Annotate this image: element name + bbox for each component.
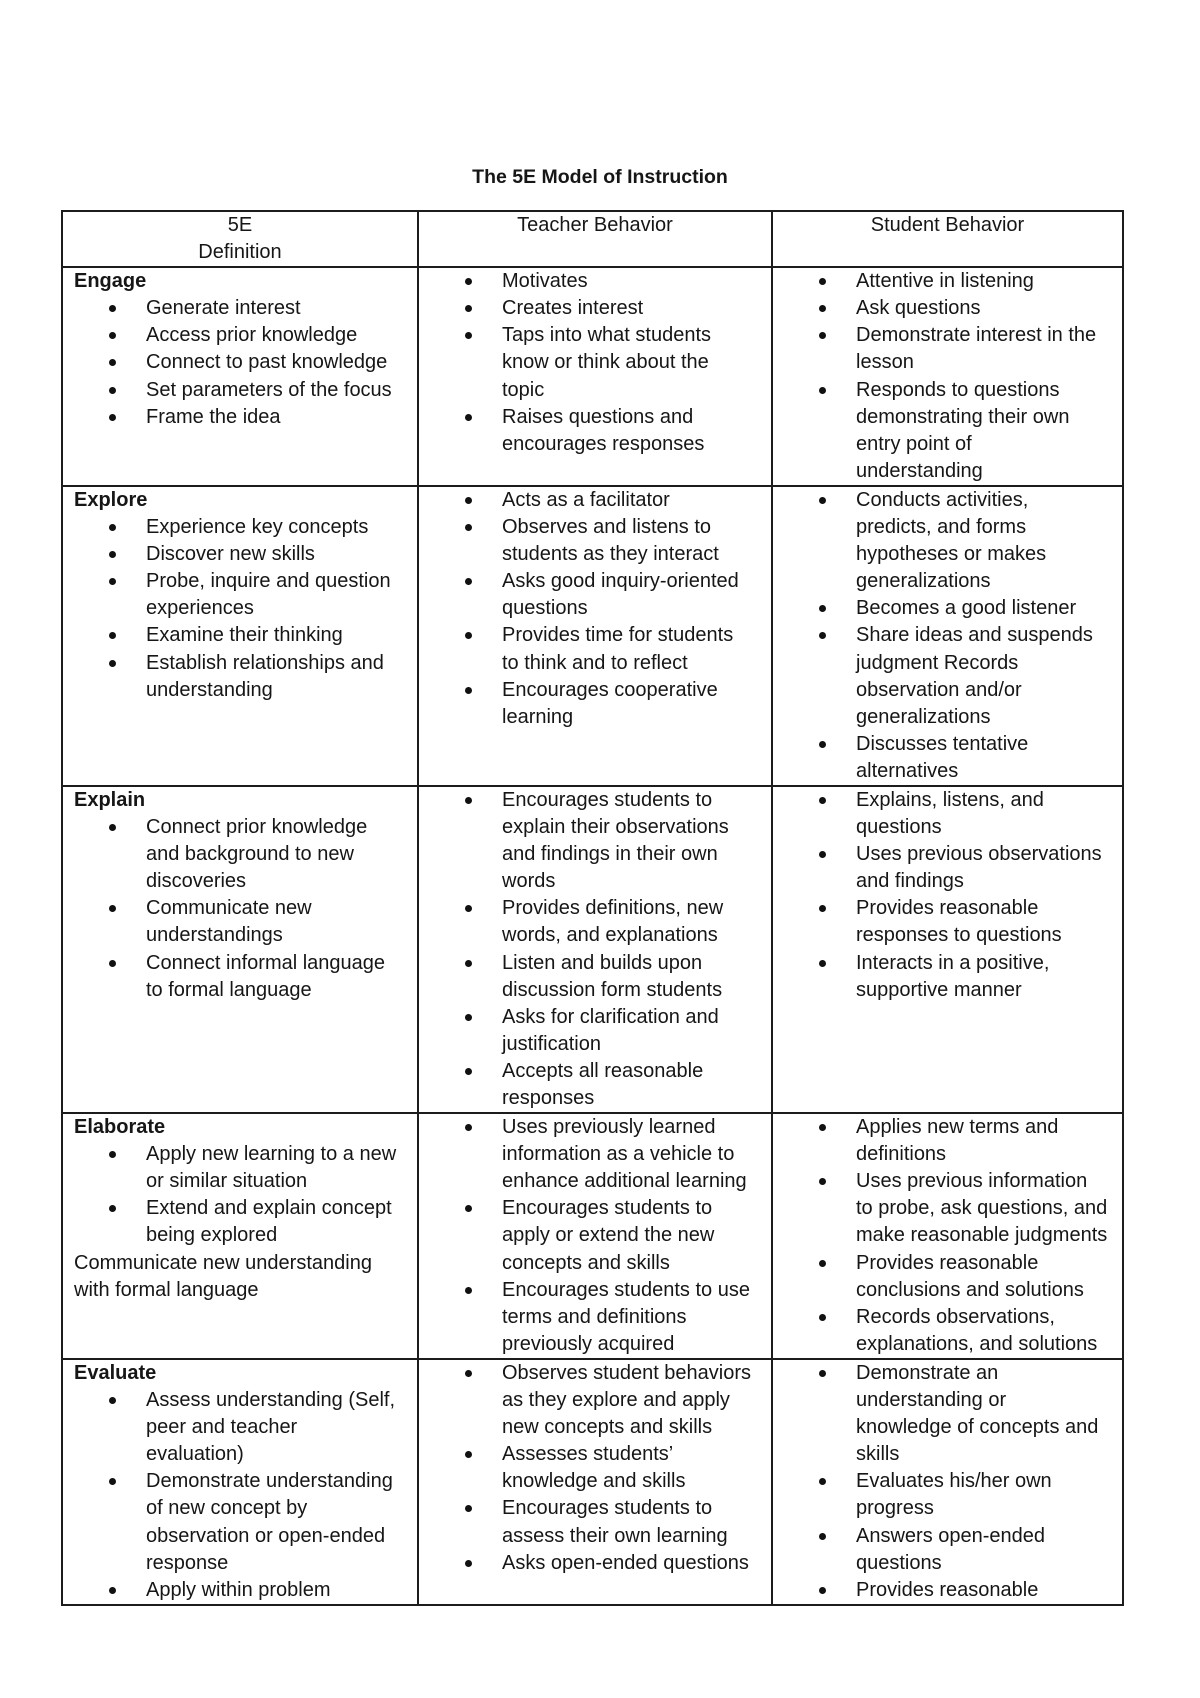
header-5e-definition (62, 211, 418, 267)
bullet-icon (819, 1260, 826, 1267)
page-title: The 5E Model of Instruction (472, 166, 728, 188)
bullet-item (773, 1114, 1122, 1168)
bullet-text-line: Asks for clarification and (502, 1005, 719, 1028)
bullet-text-line: Probe, inquire and question (146, 570, 391, 593)
bullet-icon (819, 305, 826, 312)
bullet-icon (465, 578, 472, 585)
bullet-item (773, 487, 1122, 595)
bullet-item (63, 1468, 417, 1576)
bullet-item (419, 487, 771, 514)
bullet-text-line: observation and/or (856, 678, 1022, 701)
bullet-text-line: response (146, 1551, 229, 1574)
bullet-item (419, 622, 771, 676)
teacher-behavior-cell (418, 267, 772, 486)
bullet-text-line: Communicate new (146, 897, 312, 920)
bullet-icon (109, 905, 116, 912)
bullet-text-line: Demonstrate understanding (146, 1470, 393, 1493)
bullet-text-line: Taps into what students (502, 324, 712, 347)
bullet-item (419, 677, 771, 731)
bullet-text-line: and findings in their own (502, 843, 718, 866)
bullet-icon (465, 305, 472, 312)
bullet-text-line: Answers open-ended (856, 1524, 1046, 1547)
bullet-icon (819, 905, 826, 912)
bullet-icon (819, 741, 826, 748)
bullet-text-line: Listen and builds upon (502, 951, 703, 974)
bullet-item (773, 1304, 1122, 1358)
bullet-icon (465, 1014, 472, 1021)
student-behavior-cell (772, 267, 1123, 486)
bullet-text-line: Connect prior knowledge (146, 816, 368, 839)
bullet-icon (109, 578, 116, 585)
bullet-item (63, 514, 417, 541)
bullet-text-line: knowledge of concepts and (856, 1416, 1099, 1439)
bullet-item (773, 268, 1122, 295)
header-label: Student Behavior (870, 214, 1025, 236)
bullet-text-line: Provides definitions, new (502, 897, 724, 920)
bullet-text-line: judgment Records (856, 651, 1019, 674)
bullet-item (63, 950, 417, 1004)
teacher-behavior-cell (418, 1113, 772, 1359)
bullet-item (419, 1441, 771, 1495)
bullet-text-line: Provides time for students (502, 624, 734, 647)
bullet-item (773, 322, 1122, 376)
bullet-text-line: Provides reasonable (856, 1578, 1039, 1601)
bullet-item (773, 787, 1122, 841)
bullet-text-line: Becomes a good listener (856, 597, 1077, 620)
bullet-text-line: Conducts activities, (856, 488, 1029, 511)
bullet-text-line: as they explore and apply (502, 1389, 730, 1412)
bullet-icon (109, 305, 116, 312)
bullet-item (419, 1114, 771, 1195)
bullet-text-line: alternatives (856, 759, 959, 782)
bullet-text-line: Apply new learning to a new (146, 1143, 397, 1166)
header-teacher-behavior (418, 211, 772, 267)
header-label: 5E (227, 214, 253, 236)
bullet-item (419, 568, 771, 622)
bullet-text-line: Demonstrate an (856, 1361, 999, 1384)
bullet-item (63, 295, 417, 322)
bullet-item (63, 814, 417, 895)
bullet-text-line: to formal language (146, 978, 312, 1001)
phase-row-engage (62, 267, 1123, 486)
bullet-item (419, 895, 771, 949)
bullet-text-line: questions (502, 597, 588, 620)
table-header-row (62, 211, 1123, 267)
bullet-icon (109, 414, 116, 421)
phase-row-elaborate (62, 1113, 1123, 1359)
bullet-item (419, 1277, 771, 1358)
bullet-icon (109, 632, 116, 639)
phase-heading: Explain (74, 788, 146, 811)
bullet-text-line: concepts and skills (502, 1251, 670, 1274)
bullet-text-line: understanding (856, 459, 983, 482)
student-behavior-cell (772, 486, 1123, 786)
bullet-icon (819, 960, 826, 967)
bullet-text-line: Asks good inquiry-oriented (502, 570, 739, 593)
bullet-text-line: encourages responses (502, 432, 705, 455)
bullet-text-line: information as a vehicle to (502, 1143, 735, 1166)
student-behavior-cell (772, 1359, 1123, 1605)
bullet-item (773, 622, 1122, 730)
phase-row-explore (62, 486, 1123, 786)
bullet-text-line: Uses previous observations (856, 843, 1102, 866)
bullet-icon (465, 1560, 472, 1567)
bullet-item (773, 1168, 1122, 1249)
bullet-text-line: hypotheses or makes (856, 543, 1047, 566)
bullet-text-line: entry point of (856, 432, 972, 455)
bullet-item (419, 295, 771, 322)
bullet-icon (819, 332, 826, 339)
bullet-icon (465, 1205, 472, 1212)
bullet-item (773, 295, 1122, 322)
bullet-icon (109, 824, 116, 831)
bullet-item (63, 349, 417, 376)
bullet-item (419, 1058, 771, 1112)
bullet-text-line: peer and teacher (146, 1416, 298, 1439)
bullet-text-line: and findings (856, 870, 964, 893)
definition-cell (62, 1113, 418, 1359)
bullet-item (63, 322, 417, 349)
bullet-text-line: Establish relationships and (146, 651, 384, 674)
student-behavior-cell (772, 1113, 1123, 1359)
bullet-item (419, 514, 771, 568)
bullet-item (773, 895, 1122, 949)
bullet-icon (109, 359, 116, 366)
bullet-text-line: Explains, listens, and (856, 788, 1044, 811)
bullet-item (63, 650, 417, 704)
bullet-icon (819, 851, 826, 858)
bullet-text-line: assess their own learning (502, 1524, 728, 1547)
bullet-text-line: Uses previously learned (502, 1116, 716, 1139)
bullet-text-line: Motivates (502, 270, 588, 293)
bullet-icon (819, 1370, 826, 1377)
header-student-behavior (772, 211, 1123, 267)
bullet-text-line: definitions (856, 1143, 947, 1166)
five-e-table (61, 210, 1124, 1606)
bullet-text-line: conclusions and solutions (856, 1278, 1084, 1301)
bullet-text-line: explanations, and solutions (856, 1332, 1098, 1355)
bullet-text-line: know or think about the (502, 351, 709, 374)
phase-heading: Engage (74, 270, 147, 293)
bullet-text-line: Encourages students to (502, 1497, 713, 1520)
bullet-icon (819, 797, 826, 804)
bullet-text-line: understandings (146, 924, 283, 947)
bullet-text-line: Discusses tentative (856, 732, 1029, 755)
bullet-text-line: enhance additional learning (502, 1170, 747, 1193)
bullet-item (773, 1523, 1122, 1577)
bullet-icon (465, 497, 472, 504)
bullet-icon (819, 497, 826, 504)
bullet-icon (465, 687, 472, 694)
phase-heading: Evaluate (74, 1361, 157, 1384)
bullet-text-line: Connect to past knowledge (146, 351, 388, 374)
bullet-icon (819, 1124, 826, 1131)
bullet-item (419, 1004, 771, 1058)
bullet-text-line: Creates interest (502, 297, 644, 320)
teacher-behavior-cell (418, 1359, 772, 1605)
bullet-text-line: Experience key concepts (146, 516, 369, 539)
bullet-item (63, 895, 417, 949)
bullet-text-line: words (502, 870, 556, 893)
bullet-text-line: learning (502, 705, 574, 728)
bullet-text-line: predicts, and forms (856, 516, 1027, 539)
bullet-text-line: Extend and explain concept (146, 1197, 392, 1220)
bullet-icon (109, 960, 116, 967)
bullet-item (63, 541, 417, 568)
bullet-text-line: Assess understanding (Self, (146, 1389, 396, 1412)
bullet-icon (465, 1451, 472, 1458)
bullet-item (63, 1577, 417, 1604)
bullet-icon (109, 1205, 116, 1212)
bullet-item (63, 377, 417, 404)
bullet-text-line: and background to new (146, 843, 354, 866)
bullet-icon (109, 1397, 116, 1404)
bullet-icon (465, 524, 472, 531)
bullet-item (419, 268, 771, 295)
bullet-item (773, 950, 1122, 1004)
teacher-behavior-cell (418, 786, 772, 1113)
bullet-text-line: progress (856, 1497, 934, 1520)
bullet-icon (109, 660, 116, 667)
bullet-item (773, 1250, 1122, 1304)
bullet-icon (819, 605, 826, 612)
bullet-icon (465, 1287, 472, 1294)
bullet-icon (819, 1314, 826, 1321)
bullet-text-line: Interacts in a positive, (856, 951, 1050, 974)
bullet-icon (819, 632, 826, 639)
bullet-icon (109, 1587, 116, 1594)
bullet-text-line: Assesses students’ (502, 1443, 674, 1466)
bullet-icon (819, 387, 826, 394)
definition-cell (62, 267, 418, 486)
bullet-icon (109, 332, 116, 339)
bullet-text-line: students as they interact (502, 543, 719, 566)
definition-note-line: with formal language (74, 1278, 259, 1301)
bullet-text-line: Observes student behaviors (502, 1361, 752, 1384)
bullet-text-line: understanding or (856, 1389, 1007, 1412)
bullet-text-line: Applies new terms and (856, 1116, 1059, 1139)
bullet-text-line: discussion form students (502, 978, 723, 1001)
bullet-icon (465, 960, 472, 967)
bullet-item (773, 1360, 1122, 1468)
bullet-icon (465, 1124, 472, 1131)
bullet-text-line: Set parameters of the focus (146, 378, 392, 401)
bullet-text-line: being explored (146, 1224, 278, 1247)
bullet-text-line: Encourages students to (502, 788, 713, 811)
bullet-text-line: demonstrating their own (856, 405, 1070, 428)
bullet-text-line: to think and to reflect (502, 651, 688, 674)
bullet-text-line: Ask questions (856, 297, 981, 320)
bullet-text-line: of new concept by (146, 1497, 308, 1520)
bullet-text-line: Demonstrate interest in the (856, 324, 1097, 347)
definition-cell (62, 1359, 418, 1605)
bullet-icon (465, 332, 472, 339)
bullet-text-line: to probe, ask questions, and (856, 1197, 1108, 1220)
bullet-icon (465, 797, 472, 804)
bullet-item (419, 1360, 771, 1441)
bullet-text-line: Raises questions and (502, 405, 694, 428)
bullet-item (63, 1195, 417, 1249)
bullet-item (63, 1387, 417, 1468)
bullet-icon (819, 1533, 826, 1540)
bullet-text-line: new concepts and skills (502, 1416, 713, 1439)
bullet-item (773, 731, 1122, 785)
bullet-text-line: knowledge and skills (502, 1470, 686, 1493)
bullet-text-line: evaluation) (146, 1443, 244, 1466)
bullet-item (419, 1495, 771, 1549)
header-label: Teacher Behavior (517, 214, 673, 236)
bullet-text-line: Observes and listens to (502, 516, 711, 539)
bullet-text-line: Generate interest (146, 297, 301, 320)
header-label: Definition (198, 241, 282, 264)
bullet-text-line: words, and explanations (502, 924, 718, 947)
bullet-text-line: Encourages cooperative (502, 678, 718, 701)
definition-note-line: Communicate new understanding (74, 1251, 372, 1274)
student-behavior-cell (772, 786, 1123, 1113)
bullet-item (419, 787, 771, 895)
teacher-behavior-cell (418, 486, 772, 786)
bullet-icon (465, 1068, 472, 1075)
bullet-icon (819, 278, 826, 285)
bullet-item (63, 404, 417, 431)
bullet-text-line: terms and definitions (502, 1305, 687, 1328)
bullet-text-line: Apply within problem (146, 1578, 331, 1601)
bullet-text-line: previously acquired (502, 1332, 675, 1355)
bullet-item (419, 1195, 771, 1276)
bullet-text-line: Frame the idea (146, 405, 281, 428)
bullet-item (419, 404, 771, 458)
bullet-item (773, 841, 1122, 895)
bullet-text-line: questions (856, 816, 942, 839)
definition-cell (62, 486, 418, 786)
bullet-text-line: apply or extend the new (502, 1224, 715, 1247)
bullet-text-line: experiences (146, 597, 254, 620)
bullet-text-line: Responds to questions (856, 378, 1060, 401)
phase-heading: Elaborate (74, 1116, 166, 1139)
phase-heading: Explore (74, 488, 148, 511)
bullet-item (773, 1577, 1122, 1604)
bullet-icon (819, 1587, 826, 1594)
definition-cell (62, 786, 418, 1113)
bullet-text-line: Provides reasonable (856, 1251, 1039, 1274)
bullet-icon (465, 1370, 472, 1377)
bullet-icon (465, 1505, 472, 1512)
bullet-text-line: or similar situation (146, 1170, 308, 1193)
bullet-text-line: generalizations (856, 705, 991, 728)
phase-row-explain (62, 786, 1123, 1113)
bullet-text-line: justification (502, 1032, 601, 1055)
bullet-icon (465, 278, 472, 285)
bullet-text-line: skills (856, 1443, 900, 1466)
bullet-text-line: Uses previous information (856, 1170, 1088, 1193)
bullet-text-line: Access prior knowledge (146, 324, 358, 347)
bullet-icon (109, 387, 116, 394)
bullet-text-line: understanding (146, 678, 273, 701)
bullet-icon (109, 1478, 116, 1485)
bullet-text-line: Share ideas and suspends (856, 624, 1093, 647)
bullet-item (419, 322, 771, 403)
bullet-icon (465, 632, 472, 639)
bullet-icon (819, 1178, 826, 1185)
bullet-item (63, 622, 417, 649)
bullet-text-line: Connect informal language (146, 951, 386, 974)
bullet-text-line: Discover new skills (146, 543, 315, 566)
bullet-icon (109, 524, 116, 531)
bullet-text-line: Asks open-ended questions (502, 1551, 749, 1574)
bullet-text-line: Acts as a facilitator (502, 488, 670, 511)
bullet-text-line: Evaluates his/her own (856, 1470, 1052, 1493)
phase-row-evaluate (62, 1359, 1123, 1605)
bullet-item (63, 1141, 417, 1195)
bullet-text-line: Encourages students to (502, 1197, 713, 1220)
bullet-text-line: Attentive in listening (856, 270, 1034, 293)
bullet-text-line: responses (502, 1087, 595, 1109)
bullet-item (419, 950, 771, 1004)
bullet-item (773, 377, 1122, 485)
table-body (62, 211, 1123, 1605)
bullet-icon (109, 1151, 116, 1158)
bullet-text-line: Records observations, (856, 1305, 1055, 1328)
bullet-text-line: lesson (856, 351, 914, 374)
bullet-item (419, 1550, 771, 1577)
bullet-item (773, 595, 1122, 622)
bullet-text-line: Examine their thinking (146, 624, 343, 647)
bullet-icon (465, 905, 472, 912)
bullet-text-line: observation or open-ended (146, 1524, 386, 1547)
bullet-icon (109, 551, 116, 558)
bullet-text-line: supportive manner (856, 978, 1022, 1001)
bullet-text-line: Encourages students to use (502, 1278, 750, 1301)
bullet-text-line: Accepts all reasonable (502, 1059, 704, 1082)
bullet-text-line: make reasonable judgments (856, 1224, 1108, 1247)
bullet-text-line: responses to questions (856, 924, 1062, 947)
bullet-text-line: discoveries (146, 870, 247, 893)
bullet-item (63, 568, 417, 622)
bullet-item (773, 1468, 1122, 1522)
bullet-text-line: explain their observations (502, 816, 729, 839)
bullet-icon (819, 1478, 826, 1485)
bullet-text-line: questions (856, 1551, 942, 1574)
bullet-text-line: generalizations (856, 570, 991, 593)
bullet-text-line: topic (502, 378, 545, 401)
bullet-text-line: Provides reasonable (856, 897, 1039, 920)
bullet-icon (465, 414, 472, 421)
